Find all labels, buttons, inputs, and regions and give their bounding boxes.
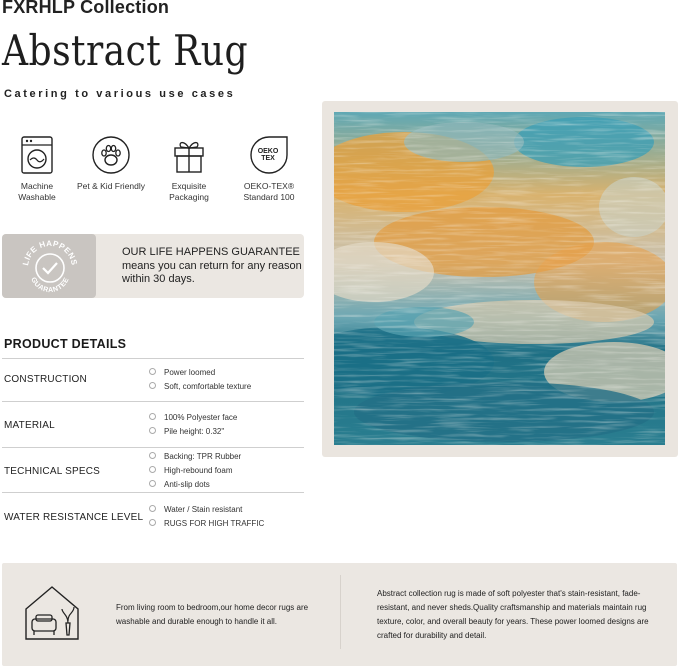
divider [2,401,304,402]
detail-item: Backing: TPR Rubber [149,452,241,461]
guarantee-heading: OUR LIFE HAPPENS GUARANTEE [122,246,300,258]
rug-image [334,112,665,445]
product-details-title: PRODUCT DETAILS [4,337,127,351]
detail-item: Soft, comfortable texture [149,382,251,391]
home-living-room-icon [22,583,82,643]
detail-item: Water / Stain resistant [149,505,242,514]
detail-item: High-rebound foam [149,466,232,475]
bottom-right-text: Abstract collection rug is made of soft polyester that's stain-resistant, fade-resistant, and never sheds.Quality craftsmanship and materials maintain rug texture, color, and overall beauty for years. These power loomed designs are crafted for durability and detail. [377,589,649,640]
detail-label-technical-specs: TECHNICAL SPECS [4,466,100,477]
tagline: Catering to various use cases [4,88,236,100]
svg-text:GUARANTEE: GUARANTEE [29,276,71,295]
divider [340,575,341,649]
feature-label: Exquisite Packaging [169,181,209,202]
bottom-left-text: From living room to bedroom,our home decor rugs are washable and durable enough to handle it all. [116,603,309,626]
svg-text:LIFE HAPPENS: LIFE HAPPENS [21,238,79,267]
detail-item: Anti-slip dots [149,480,210,489]
detail-item: RUGS FOR HIGH TRAFFIC [149,519,264,528]
detail-item: Pile height: 0.32" [149,427,224,436]
divider [2,492,304,493]
feature-exquisite-packaging [154,135,224,203]
feature-label: Machine Washable [18,181,56,202]
feature-label: OEKO-TEX® Standard 100 [243,181,295,202]
feature-oeko-tex [234,135,304,203]
feature-pet-kid-friendly [76,135,146,192]
paw-icon [91,135,131,175]
feature-label: Pet & Kid Friendly [76,181,146,191]
guarantee-text [122,246,302,287]
page-title: Abstract Rug [2,26,249,75]
divider [2,447,304,448]
detail-label-material: MATERIAL [4,420,55,431]
detail-item: 100% Polyester face [149,413,237,422]
gift-box-icon [169,135,209,175]
guarantee-badge [2,234,96,298]
svg-text:TEX: TEX [261,155,275,162]
divider [2,358,304,359]
feature-machine-washable [2,135,72,203]
guarantee-description: means you can return for any reason within 30 days. [122,259,302,285]
oeko-tex-icon [249,135,289,175]
detail-label-water-resistance: WATER RESISTANCE LEVEL [4,512,144,523]
guarantee-seal-icon [2,234,96,298]
detail-label-construction: CONSTRUCTION [4,374,87,385]
washing-machine-icon [17,135,57,175]
svg-text:OEKO: OEKO [257,148,279,155]
brand-name: FXRHLP Collection [2,0,170,17]
detail-item: Power loomed [149,368,215,377]
